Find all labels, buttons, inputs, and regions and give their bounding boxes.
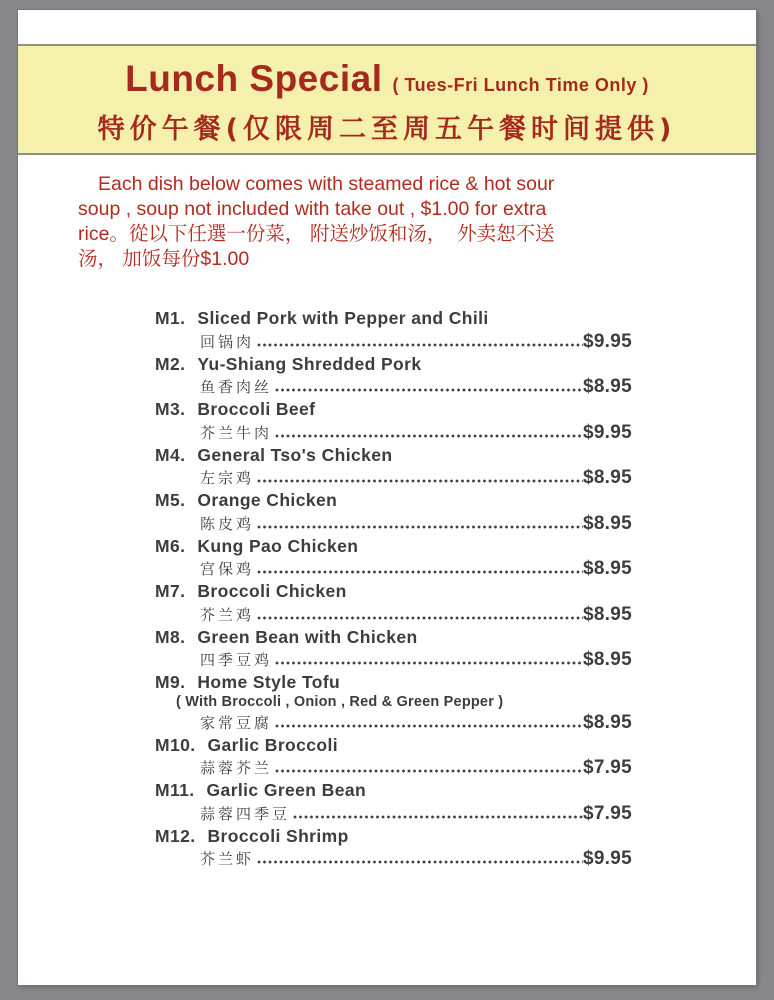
item-number: M2. <box>155 353 186 374</box>
menu-item <box>155 354 632 400</box>
item-number: M6. <box>155 535 186 556</box>
item-price: $8.95 <box>582 376 632 397</box>
menu-item <box>155 399 632 445</box>
menu-item <box>155 672 632 735</box>
item-title-row <box>155 354 632 376</box>
menu-item <box>155 627 632 673</box>
item-title-row <box>155 445 632 467</box>
item-price: $7.95 <box>582 802 632 824</box>
item-name: General Tso's Chicken <box>197 444 393 465</box>
item-name-chinese: 回锅肉 <box>200 332 255 351</box>
item-number: M7. <box>155 581 186 601</box>
menu-item <box>155 826 632 872</box>
item-price-row <box>155 466 632 490</box>
menu-item <box>155 780 632 826</box>
item-name: Broccoli Shrimp <box>207 825 349 846</box>
item-price: $8.95 <box>582 512 632 534</box>
menu-item <box>155 735 632 781</box>
item-title-row <box>155 627 632 649</box>
item-name: Yu-Shiang Shredded Pork <box>197 353 422 374</box>
item-title-row <box>155 780 632 802</box>
dotted-leader <box>257 570 583 574</box>
dotted-leader <box>275 769 583 773</box>
item-price-row <box>155 330 632 354</box>
item-name-chinese: 左宗鸡 <box>200 469 255 487</box>
dotted-leader <box>257 479 583 483</box>
item-number: M9. <box>155 672 186 692</box>
item-name: Garlic Green Bean <box>206 780 367 800</box>
item-price-row <box>155 648 632 672</box>
intro-line: 汤， 加饭每份$1.00 <box>78 248 250 270</box>
banner-title: Lunch Special <box>125 58 383 99</box>
item-name: Green Bean with Chicken <box>197 626 418 647</box>
dotted-leader <box>257 860 583 864</box>
item-name: Garlic Broccoli <box>207 734 339 755</box>
menu-list <box>155 308 632 871</box>
item-name-chinese: 芥兰牛肉 <box>200 423 273 442</box>
item-number: M1. <box>155 308 186 328</box>
intro-paragraph <box>78 172 718 272</box>
item-price: $9.95 <box>582 848 632 869</box>
intro-line: rice。從以下任選一份菜， 附送炒饭和汤， 外卖恕不送 <box>78 223 555 245</box>
item-name: Orange Chicken <box>197 490 338 510</box>
item-price-row <box>155 375 632 399</box>
item-price: $8.95 <box>582 603 632 625</box>
intro-line: soup , soup not included with take out , $1.00 for extra <box>78 198 547 220</box>
item-name: Home Style Tofu <box>197 672 341 692</box>
item-price: $8.95 <box>582 711 632 733</box>
dotted-leader <box>257 343 583 347</box>
item-price: $8.95 <box>582 558 632 579</box>
item-price: $7.95 <box>582 757 632 778</box>
item-number: M12. <box>155 825 196 846</box>
item-price-row <box>155 756 632 780</box>
item-number: M10. <box>155 734 196 755</box>
menu-page <box>18 10 756 985</box>
menu-item <box>155 536 632 582</box>
item-title-row <box>155 399 632 421</box>
menu-item <box>155 490 632 536</box>
item-number: M8. <box>155 626 186 647</box>
item-title-row <box>155 581 632 603</box>
item-name-chinese: 蒜蓉四季豆 <box>200 804 291 823</box>
item-title-row <box>155 735 632 757</box>
item-price: $9.95 <box>582 330 632 352</box>
dotted-leader <box>257 616 583 620</box>
banner-title-chinese: 特价午餐(仅限周二至周五午餐时间提供) <box>97 114 677 145</box>
item-name-chinese: 芥兰鸡 <box>200 605 255 624</box>
item-price: $8.95 <box>582 649 632 670</box>
item-title-row <box>155 826 632 848</box>
item-price-row <box>155 557 632 581</box>
dotted-leader <box>257 525 583 529</box>
item-title-row <box>155 672 632 694</box>
dotted-leader <box>275 388 583 392</box>
item-note: ( With Broccoli , Onion , Red & Green Pepper ) <box>176 693 504 710</box>
item-name: Kung Pao Chicken <box>197 535 359 556</box>
item-number: M11. <box>155 780 195 800</box>
item-name-chinese: 鱼香肉丝 <box>200 378 273 396</box>
item-name-chinese: 宫保鸡 <box>200 560 255 578</box>
menu-item <box>155 308 632 354</box>
item-price: $8.95 <box>582 467 632 488</box>
menu-item <box>155 581 632 627</box>
item-name-chinese: 陈皮鸡 <box>200 514 255 533</box>
item-name-chinese: 家常豆腐 <box>200 713 273 732</box>
dotted-leader <box>275 661 583 665</box>
banner-title-row <box>18 46 756 100</box>
item-name: Broccoli Chicken <box>197 581 347 601</box>
intro-line: Each dish below comes with steamed rice & hot sour <box>98 173 555 195</box>
item-name: Sliced Pork with Pepper and Chili <box>197 308 489 328</box>
item-number: M3. <box>155 399 186 419</box>
item-title-row <box>155 536 632 558</box>
dotted-leader <box>275 434 583 438</box>
banner-subtitle: ( Tues-Fri Lunch Time Only ) <box>392 75 649 95</box>
item-price-row <box>155 603 632 627</box>
lunch-special-banner <box>18 44 756 155</box>
item-title-row <box>155 490 632 512</box>
item-number: M4. <box>155 444 186 465</box>
item-number: M5. <box>155 490 186 510</box>
menu-item <box>155 445 632 491</box>
item-price-row <box>155 421 632 445</box>
item-price-row <box>155 711 632 735</box>
item-price-row <box>155 847 632 871</box>
item-name-chinese: 四季豆鸡 <box>200 651 273 669</box>
item-price-row <box>155 512 632 536</box>
item-name-chinese: 蒜蓉芥兰 <box>200 759 273 777</box>
dotted-leader <box>293 815 583 819</box>
item-name-chinese: 芥兰虾 <box>200 850 255 868</box>
item-title-row <box>155 308 632 330</box>
dotted-leader <box>275 724 583 728</box>
item-price-row <box>155 802 632 826</box>
item-price: $9.95 <box>582 421 632 443</box>
item-name: Broccoli Beef <box>197 399 316 419</box>
